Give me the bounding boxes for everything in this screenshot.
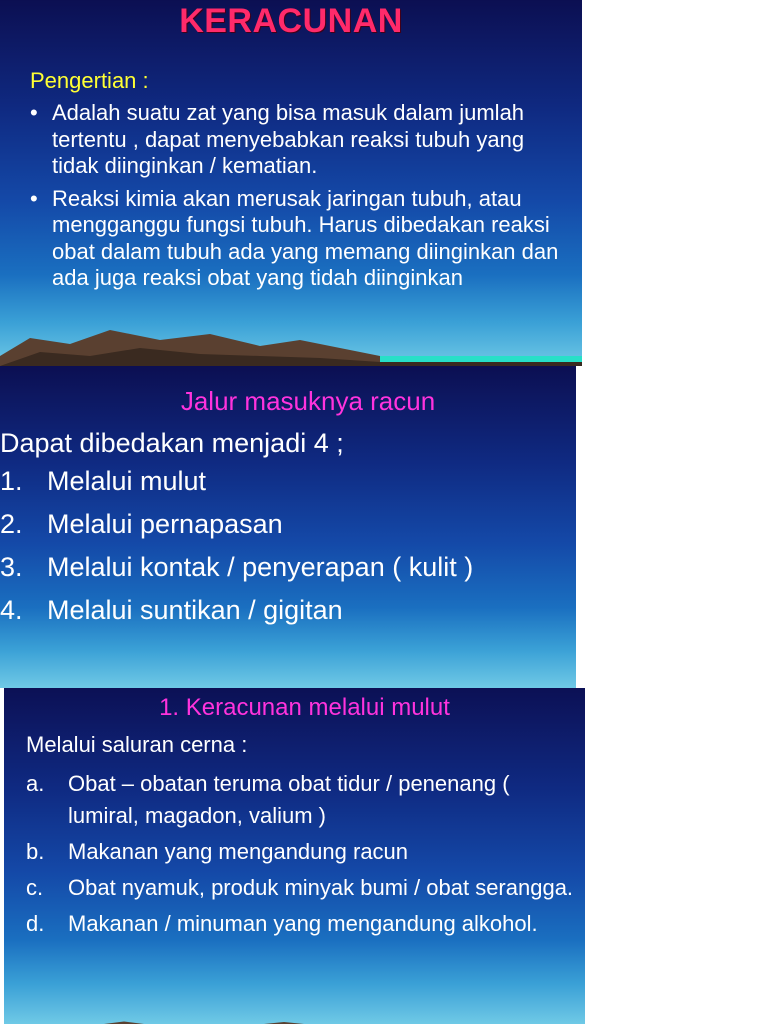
definition-list <box>30 100 560 298</box>
lead-text: Melalui saluran cerna : <box>26 732 248 757</box>
list-item-text: Makanan / minuman yang mengandung alkohol. <box>68 911 538 936</box>
list-letter: d. <box>26 911 45 936</box>
mountain-decoration <box>0 326 582 366</box>
list-item <box>30 186 560 292</box>
list-letter: c. <box>26 875 44 900</box>
list-item-text: Obat – obatan teruma obat tidur / penenang ( lumiral, magadon, valium ) <box>68 771 510 828</box>
slide-title: KERACUNAN <box>179 2 403 40</box>
list-item <box>26 872 576 904</box>
slide-jalur-masuk <box>0 366 576 688</box>
list-item-text: Melalui mulut <box>47 466 207 496</box>
list-item-text: Melalui kontak / penyerapan ( kulit ) <box>47 552 474 582</box>
list-number: 4. <box>0 595 23 625</box>
list-number: 2. <box>0 509 23 539</box>
list-number: 1. <box>0 466 23 496</box>
list-item <box>26 908 576 940</box>
list-letter: b. <box>26 839 45 864</box>
subheading-pengertian: Pengertian : <box>30 68 149 93</box>
list-item <box>0 509 473 552</box>
list-number: 3. <box>0 552 23 582</box>
list-item <box>26 768 576 832</box>
list-letter: a. <box>26 771 45 796</box>
cause-list <box>26 768 576 944</box>
list-item <box>30 100 560 180</box>
list-item-text: Adalah suatu zat yang bisa masuk dalam jumlah tertentu , dapat menyebabkan reaksi tubuh yang tidak diinginkan / kematian. <box>52 100 525 178</box>
list-item <box>0 595 473 638</box>
list-item <box>26 836 576 868</box>
slide-keracunan <box>0 0 582 366</box>
slide-title: Jalur masuknya racun <box>180 386 436 416</box>
list-item-text: Obat nyamuk, produk minyak bumi / obat serangga. <box>68 875 574 900</box>
mountain-decoration <box>4 1014 585 1024</box>
slide-keracunan-mulut <box>4 688 585 1024</box>
list-item <box>0 552 473 595</box>
bullet-icon: • <box>30 185 38 211</box>
list-item <box>0 466 473 509</box>
lead-text: Dapat dibedakan menjadi 4 ; <box>0 428 344 458</box>
list-item-text: Reaksi kimia akan merusak jaringan tubuh, atau mengganggu fungsi tubuh. Harus dibedakan reaksi obat dalam tubuh ada yang memang diinginkan dan ada juga reaksi obat yang tidah diinginkan <box>52 185 559 290</box>
slide-title: 1. Keracunan melalui mulut <box>159 694 450 721</box>
list-item-text: Makanan yang mengandung racun <box>68 839 409 864</box>
list-item-text: Melalui suntikan / gigitan <box>47 595 343 625</box>
bullet-icon: • <box>30 100 38 125</box>
route-list <box>0 466 473 638</box>
list-item-text: Melalui pernapasan <box>47 509 283 539</box>
